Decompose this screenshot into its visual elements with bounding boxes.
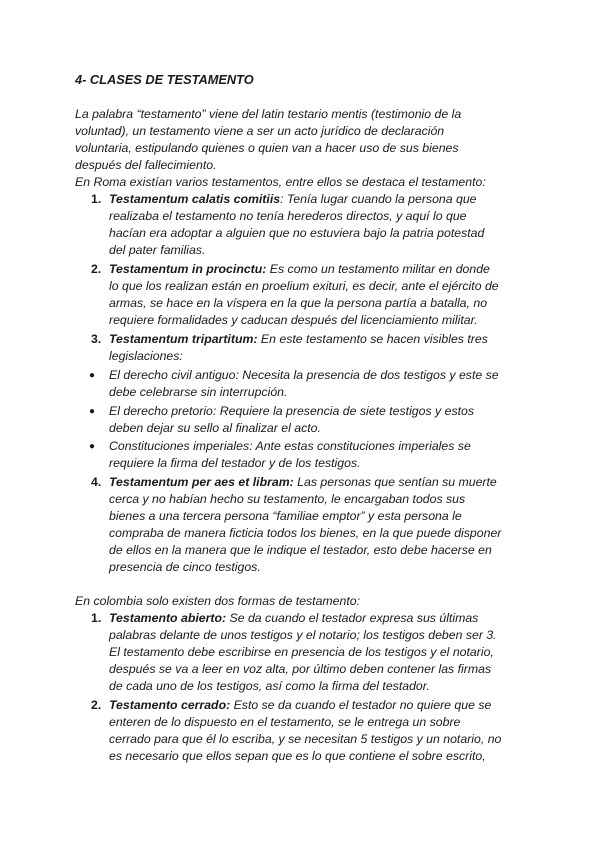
list-item-line: cerca y no habían hecho su testamento, le encargaban todos sus: [109, 492, 466, 506]
list-item-first-line: [109, 191, 477, 208]
list-number: 1.: [91, 611, 102, 625]
list-item-line: requiere formalidades y caducan después del licenciamiento militar.: [109, 313, 478, 327]
list-item-title: Testamentum per aes et libram:: [109, 475, 294, 489]
list-item-text: En este testamento se hacen visibles tres: [257, 332, 488, 346]
bullet-dot-icon: ●: [89, 406, 96, 417]
list-item-line: armas, se hace en la víspera en la que la persona partía a batalla, no: [109, 296, 488, 310]
bullet-line: El derecho civil antiguo: Necesita la presencia de dos testigos y este se: [109, 368, 499, 382]
list-item-line: realizaba el testamento no tenía herederos directos, y aquí lo que: [109, 209, 467, 223]
intro-line: La palabra “testamento” viene del latin testario mentis (testimonio de la: [75, 107, 462, 121]
list-item-title: Testamento cerrado:: [109, 698, 231, 712]
list-item-line: legislaciones:: [109, 349, 183, 363]
list-item-line: de ellos en la manera que le indique el testador, esto debe hacerse en: [109, 543, 492, 557]
intro-line: después del fallecimiento.: [75, 158, 217, 172]
bullet-dot-icon: ●: [89, 370, 96, 381]
list-item-line: palabras delante de unos testigos y el notario; los testigos deben ser 3.: [109, 628, 497, 642]
bullet-dot-icon: ●: [89, 441, 96, 452]
paragraph-line: En colombia solo existen dos formas de testamento:: [75, 594, 361, 608]
list-item-line: bienes a una tercera persona “familiae emptor” y esta persona le: [109, 509, 462, 523]
list-item-line: es necesario que ellos sepan que es lo que contiene el sobre escrito,: [109, 749, 486, 763]
list-number: 3.: [91, 332, 102, 346]
bullet-line: requiere la firma del testador y de los testigos.: [109, 456, 361, 470]
list-item-title: Testamentum calatis comitiis: [109, 192, 281, 206]
list-item-first-line: [109, 474, 497, 491]
list-item-first-line: [109, 610, 478, 627]
list-item-text: Esto se da cuando el testador no quiere que se: [230, 698, 492, 712]
list-item-line: compraba de manera ficticia todos los bienes, en la que puede disponer: [109, 526, 502, 540]
list-number: 1.: [91, 192, 102, 206]
list-item-line: después se va a leer en voz alta, por último deben contener las firmas: [109, 662, 492, 676]
list-number: 2.: [91, 698, 102, 712]
list-item-line: hacían era adoptar a alguien que no estuviera bajo la patria potestad: [109, 226, 485, 240]
list-item-line: El testamento debe escribirse en presencia de los testigos y el notario,: [109, 645, 494, 659]
list-item-text: Se da cuando el testador expresa sus últimas: [226, 611, 479, 625]
list-item-line: presencia de cinco testigos.: [109, 560, 261, 574]
section-heading: 4- CLASES DE TESTAMENTO: [75, 72, 254, 87]
list-number: 2.: [91, 262, 102, 276]
list-item-line: enteren de lo dispuesto en el testamento, se le entrega un sobre: [109, 715, 461, 729]
list-item-first-line: [109, 697, 491, 714]
list-item-text: Las personas que sentían su muerte: [293, 475, 497, 489]
list-item-first-line: [109, 331, 488, 348]
list-number: 4.: [91, 475, 102, 489]
list-item-line: lo que los realizan están en proelium exituri, es decir, ante el ejército de: [109, 279, 499, 293]
list-item-title: Testamento abierto:: [109, 611, 227, 625]
bullet-line: El derecho pretorio: Requiere la presencia de siete testigos y estos: [109, 404, 475, 418]
list-item-first-line: [109, 261, 490, 278]
intro-line: voluntad), un testamento viene a ser un acto jurídico de declaración: [75, 124, 445, 138]
bullet-line: Constituciones imperiales: Ante estas constituciones imperiales se: [109, 439, 471, 453]
intro-line: voluntaria, estipulando quienes o quien van a hacer uso de sus bienes: [75, 141, 459, 155]
bullet-line: deben dejar su sello al finalizar el acto.: [109, 421, 321, 435]
intro-line: En Roma existían varios testamentos, entre ellos se destaca el testamento:: [75, 175, 486, 189]
list-item-text: Es como un testamento militar en donde: [266, 262, 490, 276]
list-item-line: cerrado para que él lo escriba, y se necesitan 5 testigos y un notario, no: [109, 732, 502, 746]
list-item-line: del pater familias.: [109, 243, 206, 257]
list-item-text: : Tenía lugar cuando la persona que: [280, 192, 477, 206]
bullet-line: debe celebrarse sin interrupción.: [109, 385, 288, 399]
list-item-title: Testamentum in procinctu:: [109, 262, 267, 276]
list-item-line: de cada uno de los testigos, así como la firma del testador.: [109, 679, 430, 693]
list-item-title: Testamentum tripartitum:: [109, 332, 258, 346]
